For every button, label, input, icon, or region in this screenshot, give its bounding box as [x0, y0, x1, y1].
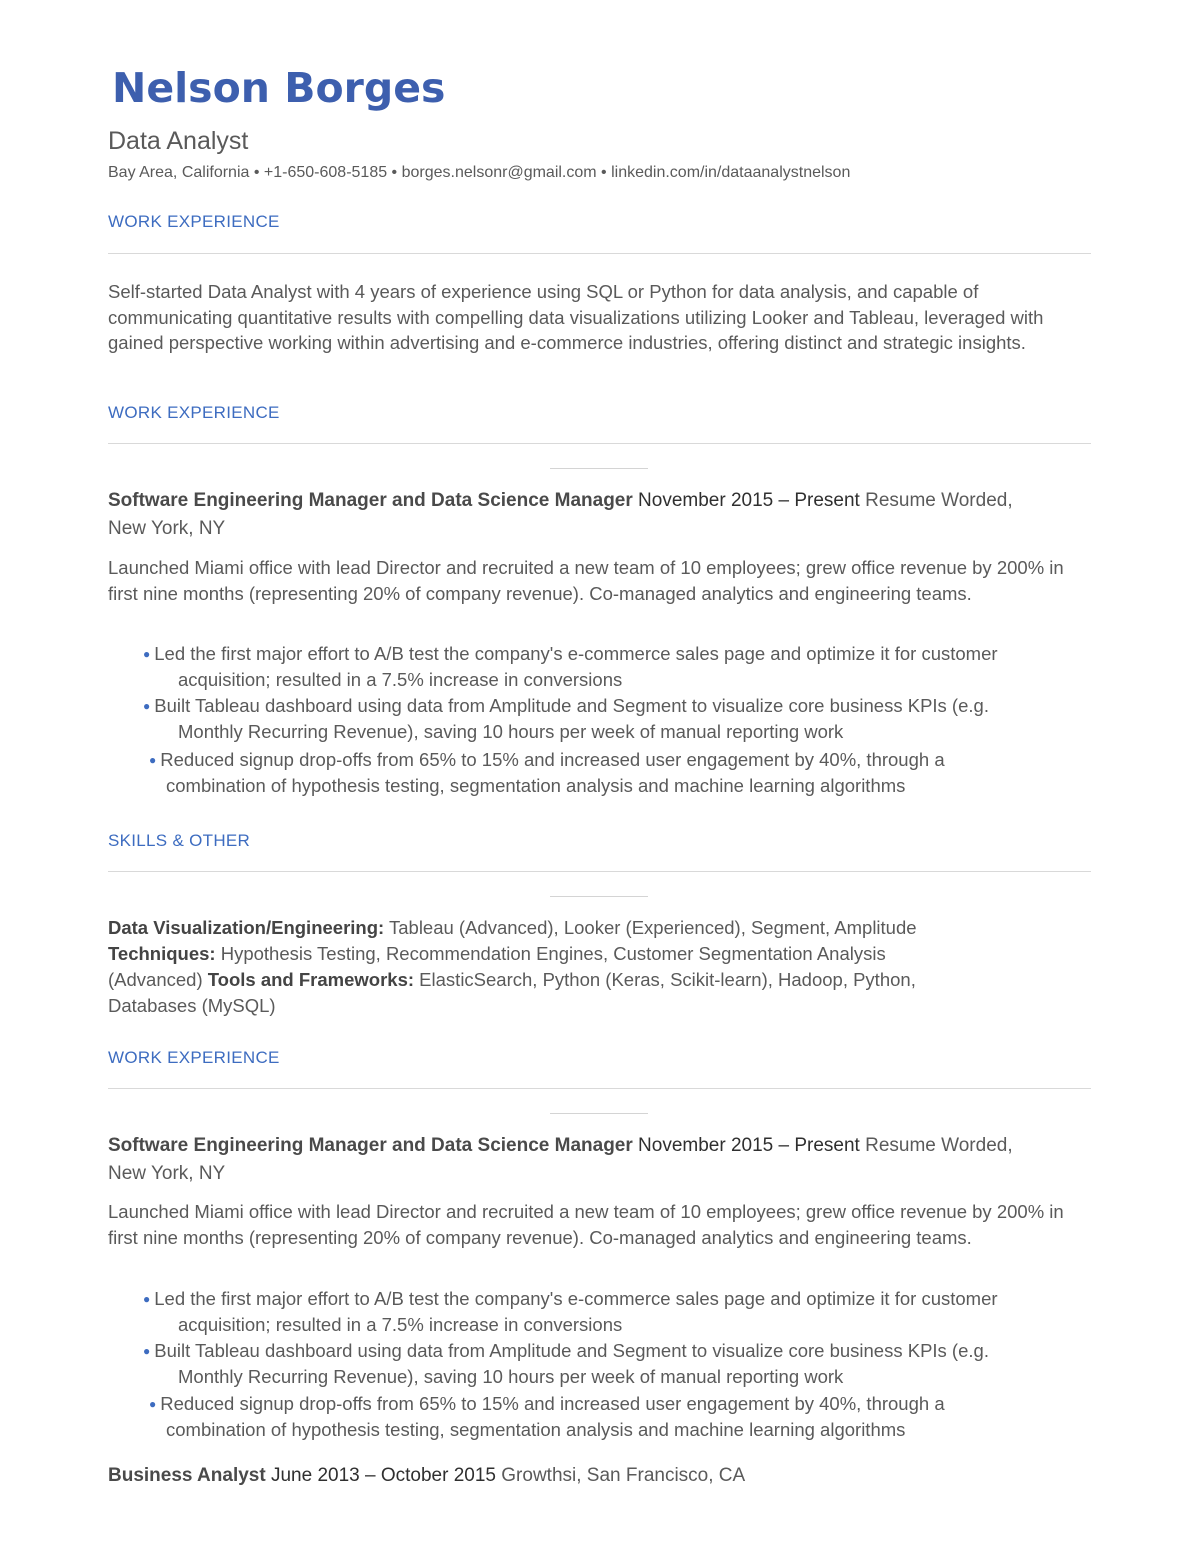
- section-heading-skills: SKILLS & OTHER: [108, 831, 251, 850]
- job-company: Resume Worded,: [865, 1135, 1013, 1156]
- section-divider: [108, 443, 1091, 444]
- section-heading-summary: WORK EXPERIENCE: [108, 212, 280, 231]
- bullet-dot-icon: ●: [143, 1292, 151, 1306]
- job-location: New York, NY: [108, 518, 226, 539]
- job-bullet: [143, 641, 998, 693]
- job-title: Software Engineering Manager and Data Science Manager: [108, 1135, 633, 1156]
- bullet-line: combination of hypothesis testing, segmentation analysis and machine learning algorithms: [166, 1419, 906, 1440]
- skills-text: [108, 915, 958, 1019]
- skills-value: ElasticSearch, Python (Keras, Scikit-learn), Hadoop, Python, Databases (MySQL): [108, 969, 916, 1016]
- job-title: Business Analyst: [108, 1465, 266, 1486]
- bullet-dot-icon: ●: [143, 699, 151, 713]
- bullet-line: acquisition; resulted in a 7.5% increase in conversions: [178, 1314, 623, 1335]
- bullet-line: acquisition; resulted in a 7.5% increase in conversions: [178, 669, 623, 690]
- job-description: Launched Miami office with lead Director and recruited a new team of 10 employees; grew office revenue by 200% in first nine months (representing 20% of company revenue). Co-managed analytics and engineering teams.: [108, 1201, 1064, 1248]
- skills-label: Techniques:: [108, 943, 216, 964]
- job-bullet: [149, 1391, 945, 1443]
- section-heading-experience: WORK EXPERIENCE: [108, 403, 280, 422]
- bullet-line: Monthly Recurring Revenue), saving 10 hours per week of manual reporting work: [178, 1366, 844, 1387]
- job-title: Software Engineering Manager and Data Science Manager: [108, 490, 633, 511]
- bullet-line: Reduced signup drop-offs from 65% to 15% and increased user engagement by 40%, through a: [160, 1393, 945, 1414]
- job-bullet: [143, 693, 989, 745]
- skills-label: Data Visualization/Engineering:: [108, 917, 385, 938]
- job-company: Growthsi,: [501, 1465, 582, 1486]
- short-divider: [550, 468, 648, 469]
- section-divider: [108, 253, 1091, 254]
- summary-text: Self-started Data Analyst with 4 years of experience using SQL or Python for data analysis, and capable of communicating quantitative results with compelling data visualizations utilizing Looker and Tableau, leveraged with gained perspective working within advertising and e-commerce industries, offering distinct and strategic insights.: [108, 281, 1044, 353]
- bullet-line: Led the first major effort to A/B test the company's e-commerce sales page and optimize it for customer: [154, 1288, 998, 1309]
- bullet-dot-icon: ●: [143, 1344, 151, 1358]
- job-location: San Francisco, CA: [586, 1465, 746, 1486]
- skills-value: Tableau (Advanced), Looker (Experienced), Segment, Amplitude: [384, 917, 917, 938]
- candidate-role: Data Analyst: [108, 127, 249, 155]
- candidate-name: Nelson Borges: [112, 64, 446, 112]
- short-divider: [550, 896, 648, 897]
- bullet-line: Built Tableau dashboard using data from Amplitude and Segment to visualize core business KPIs (e.g.: [154, 1340, 989, 1361]
- bullet-line: Led the first major effort to A/B test the company's e-commerce sales page and optimize it for customer: [154, 643, 998, 664]
- job-heading: [108, 487, 1098, 543]
- bullet-dot-icon: ●: [149, 753, 157, 767]
- job-description: Launched Miami office with lead Director and recruited a new team of 10 employees; grew office revenue by 200% in first nine months (representing 20% of company revenue). Co-managed analytics and engineering teams.: [108, 557, 1064, 604]
- job-heading: [108, 1132, 1098, 1188]
- contact-line: Bay Area, California • +1-650-608-5185 • borges.nelsonr@gmail.com • linkedin.com/in/dataanalystnelson: [108, 164, 851, 181]
- job-bullet: [143, 1338, 989, 1390]
- section-heading-experience-2: WORK EXPERIENCE: [108, 1048, 280, 1067]
- job-heading-2: [108, 1462, 1098, 1490]
- bullet-line: Reduced signup drop-offs from 65% to 15% and increased user engagement by 40%, through a: [160, 749, 945, 770]
- skills-value: Hypothesis Testing, Recommendation Engines, Customer Segmentation Analysis (Advanced): [108, 943, 886, 990]
- bullet-dot-icon: ●: [149, 1397, 157, 1411]
- bullet-line: combination of hypothesis testing, segmentation analysis and machine learning algorithms: [166, 775, 906, 796]
- job-company: Resume Worded,: [865, 490, 1013, 511]
- job-bullet: [149, 747, 945, 799]
- bullet-dot-icon: ●: [143, 647, 151, 661]
- section-divider: [108, 871, 1091, 872]
- short-divider: [550, 1113, 648, 1114]
- job-date: November 2015 – Present: [638, 490, 860, 511]
- job-date: November 2015 – Present: [638, 1135, 860, 1156]
- job-date: June 2013 – October 2015: [270, 1465, 496, 1486]
- bullet-line: Built Tableau dashboard using data from Amplitude and Segment to visualize core business KPIs (e.g.: [154, 695, 989, 716]
- bullet-line: Monthly Recurring Revenue), saving 10 hours per week of manual reporting work: [178, 721, 844, 742]
- section-divider: [108, 1088, 1091, 1089]
- job-bullet: [143, 1286, 998, 1338]
- job-location: New York, NY: [108, 1163, 226, 1184]
- skills-label: Tools and Frameworks:: [207, 969, 415, 990]
